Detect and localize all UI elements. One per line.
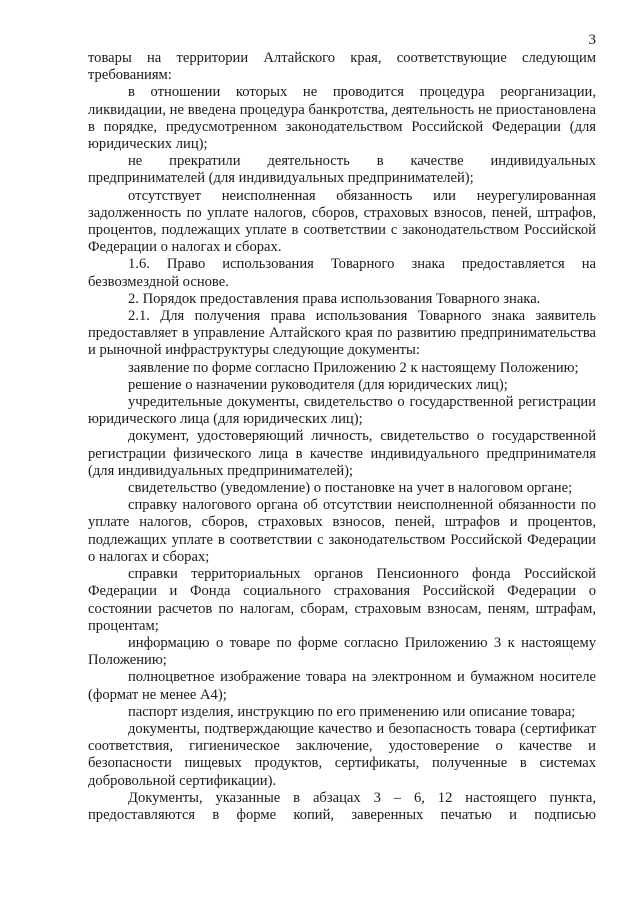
list-item-product-image: полноцветное изображение товара на электронном и бумажном носителе (формат не менее А4); bbox=[88, 669, 596, 703]
list-item-product-information: информацию о товаре по форме согласно Приложению 3 к настоящему Положению; bbox=[88, 634, 596, 669]
list-item-tax-certificate: справку налогового органа об отсутствии неисполненной обязанности по уплате налогов, сборов, страховых взносов, пеней, штрафов и процентов, подлежащих уплате в соответствии с законодательством Российской Федерации о налогах и сборах; bbox=[88, 497, 596, 565]
paragraph-not-ceased-activity: не прекратили деятельность в качестве индивидуальных предпринимателей (для индивидуальных предпринимателей); bbox=[88, 153, 596, 187]
heading-section-2: 2. Порядок предоставления права использования Товарного знака. bbox=[128, 290, 541, 307]
list-item-application: заявление по форме согласно Приложению 2 к настоящему Положению; bbox=[128, 359, 579, 376]
paragraph-1-6-free-of-charge: 1.6. Право использования Товарного знака предоставляется на безвозмездной основе. bbox=[88, 256, 596, 290]
paragraph-no-tax-debt: отсутствует неисполненная обязанность или неурегулированная задолженность по уплате налогов, сборов, страховых взносов, пеней, штрафов, процентов, подлежащих уплате в соответствии с законодательством Российской Федерации о налогах и сборах. bbox=[88, 187, 596, 256]
list-item-pension-fund-certificates: справки территориальных органов Пенсионного фонда Российской Федерации и Фонда социального страхования Российской Федерации о состоянии расчетов по налогам, сборам, страховым взносам, пеням, штрафам, процентам; bbox=[88, 566, 596, 634]
paragraph-no-reorganization: в отношении которых не проводится процедура реорганизации, ликвидации, не введена процедура банкротства, деятельность не приостановлена в порядке, предусмотренном законодательством Российской Федерации (для юридических лиц); bbox=[88, 84, 596, 153]
list-item-product-passport: паспорт изделия, инструкцию по его применению или описание товара; bbox=[128, 703, 576, 720]
list-item-quality-documents: документы, подтверждающие качество и безопасность товара (сертификат соответствия, гигиеническое заключение, удостоверение о качестве и безопасности пищевых продуктов, сертификаты, полученные в системах добровольной сертификации). bbox=[88, 720, 596, 789]
list-item-identity-document: документ, удостоверяющий личность, свидетельство о государственной регистрации физического лица в качестве индивидуального предпринимателя (для индивидуальных предпринимателей); bbox=[88, 428, 596, 479]
paragraph-copies-certified: Документы, указанные в абзацах 3 – 6, 12 настоящего пункта, предоставляются в форме копий, заверенных печатью и подписью bbox=[88, 789, 596, 823]
list-item-tax-registration: свидетельство (уведомление) о постановке на учет в налоговом органе; bbox=[128, 480, 573, 497]
page-number: 3 bbox=[588, 32, 596, 48]
list-item-founding-documents: учредительные документы, свидетельство о государственной регистрации юридического лица (для юридических лиц); bbox=[88, 394, 596, 428]
list-item-director-decision: решение о назначении руководителя (для юридических лиц); bbox=[128, 376, 508, 393]
paragraph-goods-requirements: товары на территории Алтайского края, соответствующие следующим требованиям: bbox=[88, 50, 596, 84]
document-body bbox=[88, 50, 596, 824]
paragraph-2-1-documents: 2.1. Для получения права использования Товарного знака заявитель предоставляет в управление Алтайского края по развитию предпринимательства и рыночной инфраструктуры следующие документы: bbox=[88, 308, 596, 359]
